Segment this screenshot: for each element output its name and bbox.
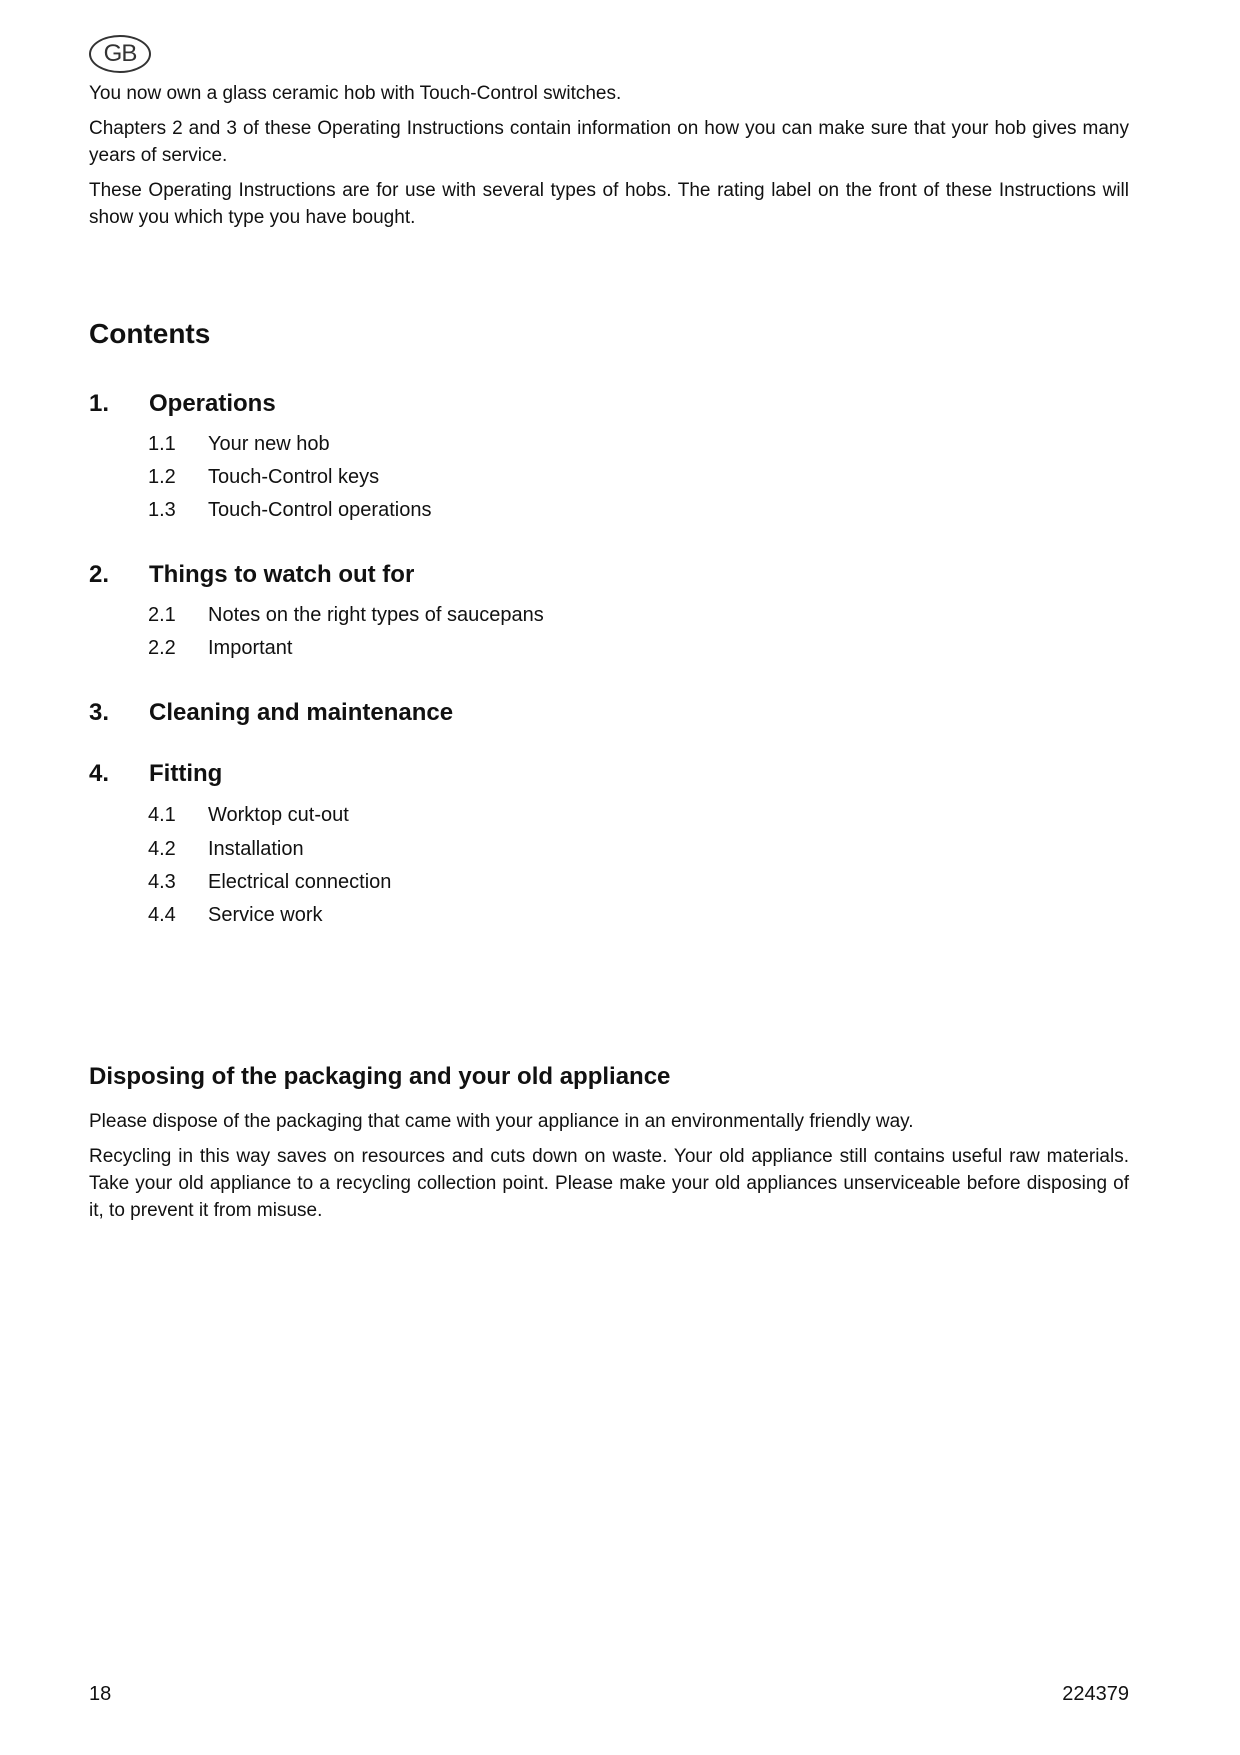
toc-item-4-4	[148, 904, 322, 927]
toc-item-title: Touch-Control operations	[208, 499, 432, 521]
toc-item-title: Worktop cut-out	[208, 804, 349, 826]
toc-item-number: 2.1	[148, 604, 176, 626]
toc-item-4-1	[148, 804, 349, 827]
toc-item-title: Touch-Control keys	[208, 466, 380, 488]
toc-chapter-1	[89, 390, 276, 418]
toc-chapter-title: Operations	[149, 390, 276, 417]
page-number: 18	[89, 1683, 112, 1705]
toc-item-2-2	[148, 637, 292, 660]
toc-item-number: 1.1	[148, 433, 176, 455]
toc-chapter-title: Things to watch out for	[149, 561, 415, 588]
toc-chapter-number: 4.	[89, 760, 110, 787]
toc-item-number: 1.3	[148, 499, 176, 521]
toc-chapter-number: 1.	[89, 390, 110, 417]
intro-paragraph-3: These Operating Instructions are for use with several types of hobs. The rating label on the front of these Instructions will show you which type you have bought.	[89, 180, 1129, 228]
toc-chapter-title: Fitting	[149, 760, 223, 787]
toc-item-number: 2.2	[148, 637, 176, 659]
document-number: 224379	[1062, 1683, 1129, 1705]
toc-item-title: Installation	[208, 838, 304, 860]
country-badge-label: GB	[103, 40, 137, 67]
toc-item-2-1	[148, 604, 544, 627]
toc-item-title: Electrical connection	[208, 871, 392, 893]
contents-title: Contents	[89, 318, 211, 349]
toc-chapter-number: 2.	[89, 561, 110, 588]
intro-section	[89, 80, 1129, 239]
toc-chapter-4	[89, 760, 222, 788]
toc-item-number: 4.2	[148, 838, 176, 860]
intro-paragraph-1: You now own a glass ceramic hob with Touch-Control switches.	[89, 83, 622, 104]
toc-item-title: Service work	[208, 904, 323, 926]
toc-item-1-2	[148, 466, 379, 489]
toc-item-title: Notes on the right types of saucepans	[208, 604, 544, 626]
toc-item-4-3	[148, 871, 391, 894]
toc-item-1-3	[148, 499, 431, 522]
disposing-paragraph-2: Recycling in this way saves on resources and cuts down on waste. Your old appliance still contains useful raw materials. Take your old appliance to a recycling collection point. Please make your old appliances unserviceable before disposing of it, to prevent it from misuse.	[89, 1146, 1129, 1221]
disposing-paragraph-1: Please dispose of the packaging that came with your appliance in an environmentally friendly way.	[89, 1111, 914, 1132]
disposing-section	[89, 1108, 1129, 1232]
toc-item-title: Important	[208, 637, 293, 659]
toc-chapter-2	[89, 561, 414, 589]
toc-item-1-1	[148, 433, 330, 456]
toc-item-4-2	[148, 838, 304, 861]
toc-item-number: 4.1	[148, 804, 176, 826]
toc-chapter-3	[89, 699, 453, 727]
toc-item-number: 4.4	[148, 904, 176, 926]
toc-chapter-title: Cleaning and maintenance	[149, 699, 454, 726]
disposing-heading: Disposing of the packaging and your old appliance	[89, 1063, 671, 1090]
toc-item-number: 4.3	[148, 871, 176, 893]
toc-item-number: 1.2	[148, 466, 176, 488]
country-badge	[89, 35, 151, 73]
toc-item-title: Your new hob	[208, 433, 330, 455]
intro-paragraph-2: Chapters 2 and 3 of these Operating Instructions contain information on how you can make sure that your hob gives many years of service.	[89, 118, 1129, 166]
toc-chapter-number: 3.	[89, 699, 110, 726]
